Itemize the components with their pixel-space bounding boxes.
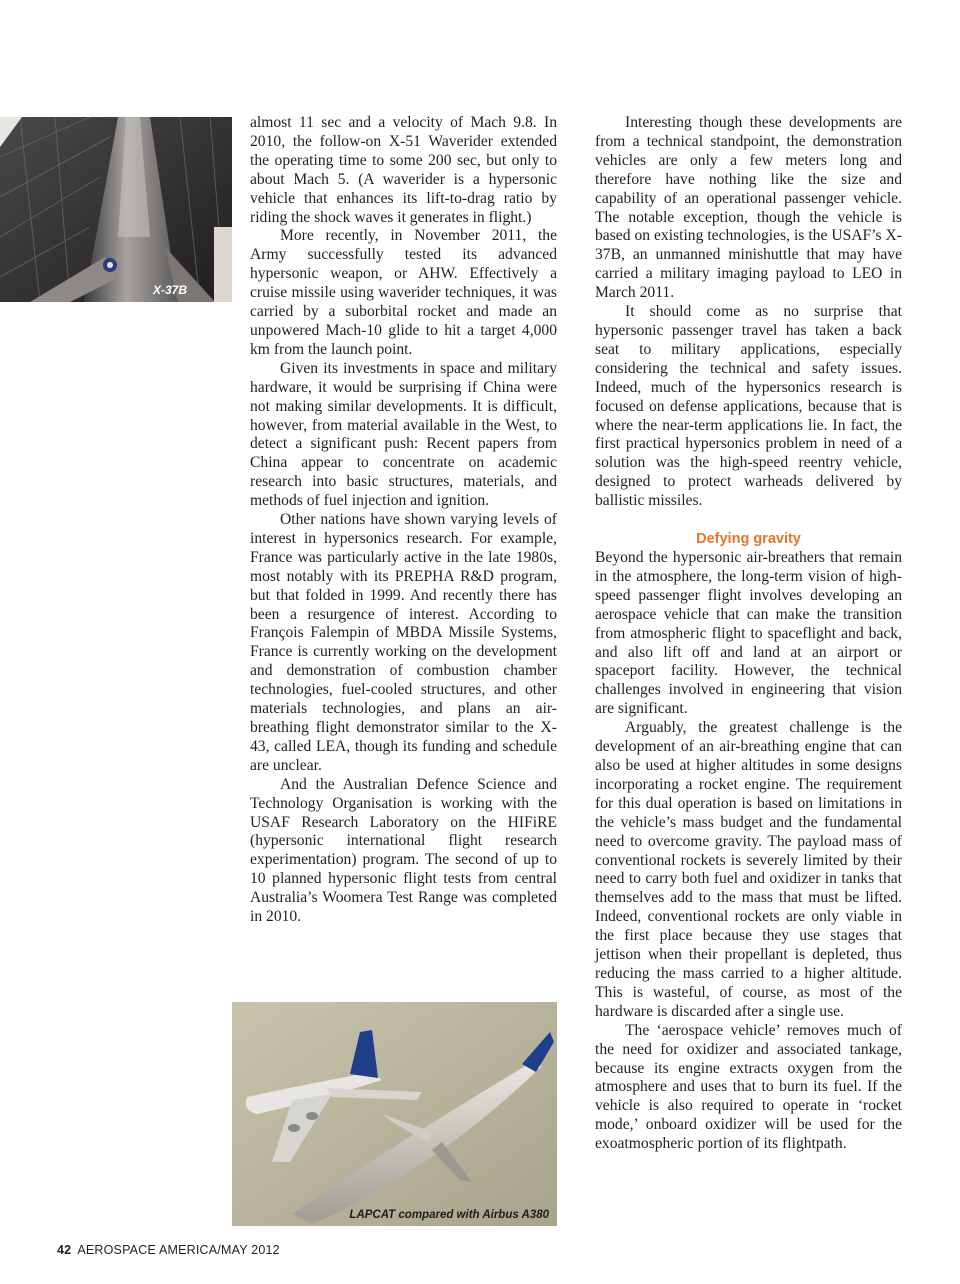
paragraph: Interesting though these developments are from a technical standpoint, the demonstration vehicles are only a few meters long and therefore have nothing like the size and capability of an operational passenger vehicle. The notable exception, though the vehicle is based on existing technologies, is the USAF’s X-37B, an unmanned minishuttle that may have carried a military imaging payload to LEO in March 2011. xyxy=(595,114,902,302)
publication-line: AEROSPACE AMERICA/MAY 2012 xyxy=(77,1243,280,1257)
paragraph: And the Australian Defence Science and Technology Organisation is working with the USAF Research Laboratory on the HIFiRE (hypersonic international flight research experimentation) program. The second of up to 10 planned hypersonic flight tests from central Australia’s Woomera Test Range was completed in 2010. xyxy=(250,775,557,926)
section-subhead: Defying gravity xyxy=(696,531,801,548)
paragraph: Other nations have shown varying levels of interest in hypersonics research. For example, France was particularly active in the late 1980s, most notably with its PREPHA R&D program, but that folded in 1999. And recently there has been a resurgence of interest. According to François Falempin of MBDA Missile Systems, France is currently working on the development and demonstration of combustion chamber technologies, fuel-cooled structures, and other materials technologies, and plans an air-breathing flight demonstrator similar to the X-43, called LEA, though its funding and schedule are unclear. xyxy=(250,511,557,774)
paragraph: More recently, in November 2011, the Army successfully tested its advanced hypersonic weapon, or AHW. Effectively a cruise missile using waverider techniques, it was carried by a suborbital rocket and made an unpowered Mach-10 glide to hit a target 4,000 km from the launch point. xyxy=(250,227,557,358)
paragraph: Beyond the hypersonic air-breathers that remain in the atmosphere, the long-term vision of high-speed passenger flight involves developing an aerospace vehicle that can make the transition from atmospheric flight to spaceflight and back, and also lift off and land at an airport or spaceport facility. However, the technical challenges involved in engineering that vision are significant. xyxy=(595,549,902,718)
paragraph: The ‘aerospace vehicle’ removes much of the need for oxidizer and associated tankage, because its engine extracts oxygen from the atmosphere and uses that to burn its fuel. If the vehicle is also required to operate in ‘rocket mode,’ onboard oxidizer will be used for the exoatmospheric portion of its flightpath. xyxy=(595,1021,902,1153)
article-column-right xyxy=(595,114,902,1154)
lapcat-caption: LAPCAT compared with Airbus A380 xyxy=(349,1209,549,1221)
article-column-middle xyxy=(250,114,557,927)
x37b-caption: X-37B xyxy=(153,283,188,297)
page-footer xyxy=(57,1243,280,1257)
x37b-photo xyxy=(0,117,232,302)
paragraph: Arguably, the greatest challenge is the development of an air-breathing engine that can also be used at higher altitudes in some designs incorporating a rocket engine. The requirement for this dual operation is based on limitations in the vehicle’s mass budget and the fundamental need to overcome gravity. The payload mass of conventional rockets is severely limited by their need to carry both fuel and oxidizer in tanks that themselves add to the mass that must be lifted. Indeed, conventional rockets are only viable in the first place because they use stages that jettison when their propellant is depleted, thus reducing the mass carried to a higher altitude. This is wasteful, of course, as most of the hardware is discarded after a single use. xyxy=(595,719,902,1020)
paragraph: It should come as no surprise that hypersonic passenger travel has taken a back seat to military applications, especially considering the technical and safety issues. Indeed, much of the hypersonics research is focused on defense applications, because that is where the near-term applications lie. In fact, the first practical hypersonics problem in need of a solution was the high-speed reentry vehicle, designed to protect warheads delivered by ballistic missiles. xyxy=(595,303,902,510)
page-number: 42 xyxy=(57,1243,72,1257)
lapcat-photo xyxy=(232,1002,557,1226)
paragraph: almost 11 sec and a velocity of Mach 9.8. In 2010, the follow-on X-51 Waverider extended the operating time to some 200 sec, but only to about Mach 5. (A waverider is a hypersonic vehicle that enhances its lift-to-drag ratio by riding the shock waves it generates in flight.) xyxy=(250,114,557,226)
paragraph: Given its investments in space and military hardware, it would be surprising if China were not making similar developments. It is difficult, however, from material available in the West, to detect a significant push: Recent papers from China appear to concentrate on academic research into basic structures, materials, and methods of fuel injection and ignition. xyxy=(250,359,557,510)
